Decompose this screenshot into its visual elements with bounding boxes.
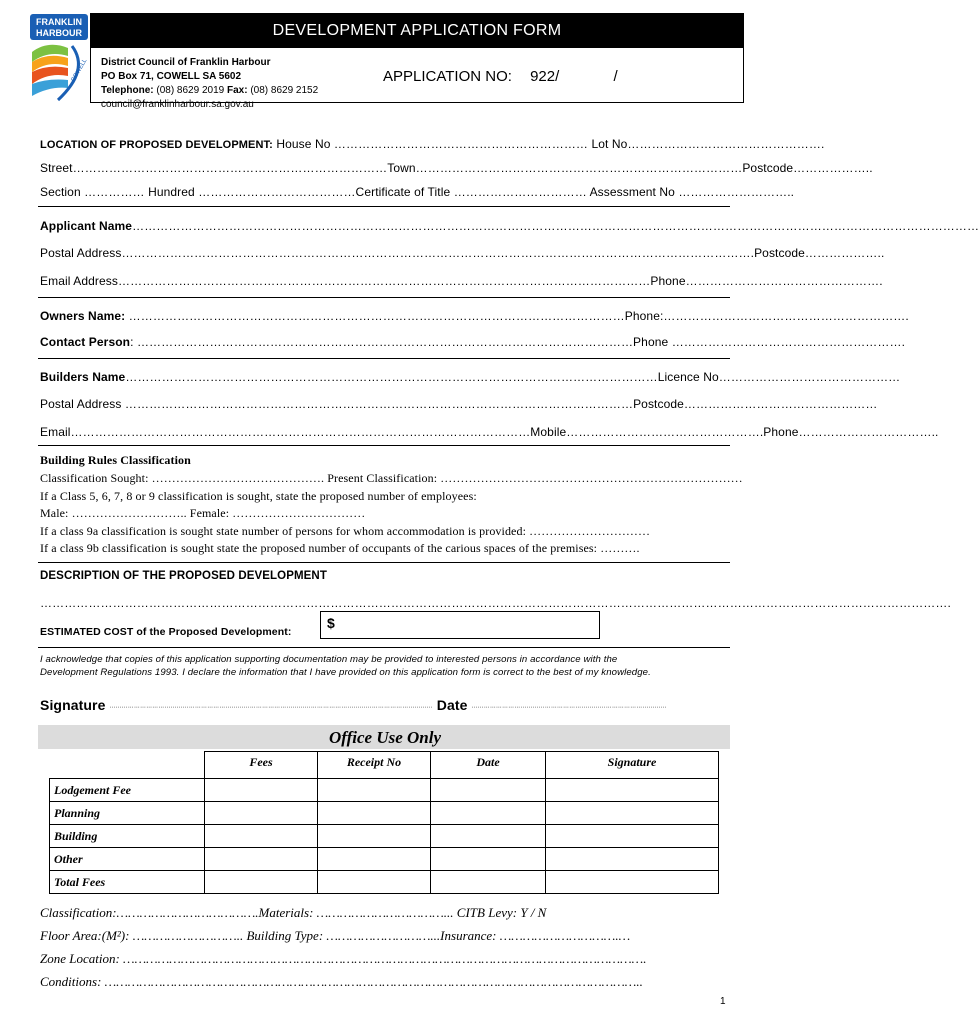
column-signature: Signature <box>546 752 719 779</box>
table-row <box>50 802 719 825</box>
building-rules-heading: Building Rules Classification <box>40 453 191 467</box>
classification-sought-row[interactable]: Classification Sought: ……………………………………. Present Classification: ………………………………………………………………… <box>40 471 743 485</box>
applicant-name-label: Applicant Name <box>40 219 133 233</box>
contact-person-field[interactable]: : ……………………………………………………………………………………………………………Phone …………………………………………………. <box>130 335 906 349</box>
owners-row[interactable] <box>40 309 909 323</box>
fax-number: (08) 8629 2152 <box>250 85 319 96</box>
builders-name-label: Builders Name <box>40 370 126 384</box>
council-address: PO Box 71, COWELL SA 5602 <box>101 71 242 82</box>
application-number-label: APPLICATION NO: <box>383 68 512 85</box>
table-row <box>50 779 719 802</box>
table-cell[interactable] <box>205 802 318 825</box>
class-9b-row[interactable]: If a class 9b classification is sought state the proposed number of occupants of the carious spaces of the premises: ………. <box>40 541 640 555</box>
row-label-building: Building <box>50 825 205 848</box>
table-cell[interactable] <box>205 848 318 871</box>
column-date: Date <box>431 752 546 779</box>
classification-materials-row[interactable]: Classification:……………………………….Materials: ……………………………... CITB Levy: Y / N <box>40 905 547 920</box>
application-number <box>383 68 618 85</box>
table-row <box>50 848 719 871</box>
builders-email-row[interactable]: Email……………………………………………………………………………………………………Mobile………………………………………….Phone…………………………….. <box>40 425 939 439</box>
council-logo <box>28 12 90 104</box>
header-box <box>90 13 744 110</box>
column-receipt-no: Receipt No <box>318 752 431 779</box>
table-row <box>50 825 719 848</box>
office-use-table <box>49 751 719 894</box>
table-corner-cell <box>50 752 205 779</box>
location-row[interactable] <box>40 137 825 151</box>
table-cell[interactable] <box>318 779 431 802</box>
applicant-email-row[interactable]: Email Address……………………………………………………………………………………………………………………Phone…………………………………………. <box>40 274 883 288</box>
declaration-line1: I acknowledge that copies of this application supporting documentation may be provided to interested persons in accordance with the <box>40 654 618 665</box>
signature-label: Signature <box>40 697 106 713</box>
signature-row <box>40 697 730 719</box>
declaration-line2: Development Regulations 1993. I declare the information that I have provided on this application form is correct to the best of my knowledge. <box>40 667 651 678</box>
row-label-total-fees: Total Fees <box>50 871 205 894</box>
divider <box>38 358 730 359</box>
estimated-cost-input[interactable]: $ <box>320 611 600 639</box>
table-cell[interactable] <box>546 779 719 802</box>
table-cell[interactable] <box>546 825 719 848</box>
fax-label: Fax: <box>227 85 248 96</box>
column-fees: Fees <box>205 752 318 779</box>
divider <box>38 206 730 207</box>
class-9a-row[interactable]: If a class 9a classification is sought state number of persons for whom accommodation is provided: ………………………… <box>40 524 651 538</box>
table-row <box>50 871 719 894</box>
council-contact-block <box>101 56 318 112</box>
divider <box>38 445 730 446</box>
page-number: 1 <box>720 996 726 1007</box>
location-house-lot[interactable]: House No ……………………………………………………… Lot No…………………………………………. <box>272 137 825 151</box>
description-field[interactable]: ………………………………………………………………………………………………………………………………………………………………………………………………………. <box>40 596 951 610</box>
table-cell[interactable] <box>318 871 431 894</box>
estimated-cost-label: ESTIMATED COST of the Proposed Development: <box>40 626 292 638</box>
table-cell[interactable] <box>318 825 431 848</box>
table-cell[interactable] <box>431 802 546 825</box>
signature-field[interactable]: …………………………………………………………………………………………………………………………………………… <box>109 703 433 710</box>
location-label: LOCATION OF PROPOSED DEVELOPMENT: <box>40 139 273 151</box>
date-field[interactable]: …………………………………………………………………………………… <box>471 703 667 710</box>
logo-text-line1: FRANKLIN <box>36 17 82 27</box>
table-cell[interactable] <box>546 802 719 825</box>
contact-person-row[interactable] <box>40 335 906 349</box>
form-title: DEVELOPMENT APPLICATION FORM <box>91 14 743 48</box>
section-row[interactable]: Section …………… Hundred …………………………………Certificate of Title …………………………… Assessment No ……………………….. <box>40 185 795 199</box>
builders-name-row[interactable] <box>40 370 901 384</box>
table-cell[interactable] <box>431 848 546 871</box>
council-email: council@franklinharbour.sa.gov.au <box>101 99 254 110</box>
telephone-number: (08) 8629 2019 <box>156 85 225 96</box>
street-row[interactable]: Street……………………………………………………………………Town………………………………………………………………………Postcode……………….. <box>40 161 873 175</box>
class-5-9-employees-row: If a Class 5, 6, 7, 8 or 9 classification is sought, state the proposed number of employees: <box>40 489 477 503</box>
table-cell[interactable] <box>431 779 546 802</box>
table-cell[interactable] <box>205 825 318 848</box>
telephone-label: Telephone: <box>101 85 154 96</box>
logo-arc-text: COWELL <box>70 58 89 83</box>
table-cell[interactable] <box>205 871 318 894</box>
zone-location-row[interactable]: Zone Location: ………………………………………………………………………………………………………………………. <box>40 951 647 966</box>
table-cell[interactable] <box>205 779 318 802</box>
divider <box>38 297 730 298</box>
date-label: Date <box>436 697 468 713</box>
table-cell[interactable] <box>431 871 546 894</box>
council-phone-line <box>101 84 318 98</box>
male-female-row[interactable]: Male: ……………………….. Female: …………………………… <box>40 506 366 520</box>
row-label-planning: Planning <box>50 802 205 825</box>
contact-person-label: Contact Person <box>40 335 131 349</box>
applicant-name-field[interactable]: ………………………………………………………………………………………………………………………………………………………………………………………… <box>132 219 979 233</box>
divider <box>38 562 730 563</box>
builders-name-field[interactable]: ……………………………………………………………………………………………………………………Licence No……………………………………… <box>125 370 901 384</box>
applicant-postal-row[interactable]: Postal Address………………………………………………………………………………………………………………………………………….Postcode……………….. <box>40 246 885 260</box>
row-label-other: Other <box>50 848 205 871</box>
owners-name-field[interactable]: ……………………………………………………………………………………………………………Phone:……………………………………………………. <box>125 309 909 323</box>
application-number-value[interactable]: 922/ <box>530 68 560 85</box>
table-header-row <box>50 752 719 779</box>
table-cell[interactable] <box>546 871 719 894</box>
owners-name-label: Owners Name: <box>40 309 126 323</box>
table-cell[interactable] <box>431 825 546 848</box>
divider <box>38 647 730 648</box>
table-cell[interactable] <box>546 848 719 871</box>
applicant-name-row[interactable] <box>40 219 979 233</box>
conditions-row[interactable]: Conditions: ………………………………………………………………………………………………………………………….. <box>40 974 643 989</box>
table-cell[interactable] <box>318 802 431 825</box>
row-label-lodgement-fee: Lodgement Fee <box>50 779 205 802</box>
table-cell[interactable] <box>318 848 431 871</box>
floor-area-row[interactable]: Floor Area:(M²): ……………………….. Building Type: ………………………...Insurance: ………………………….… <box>40 928 631 943</box>
office-use-title: Office Use Only <box>328 728 442 747</box>
logo-text-line2: HARBOUR <box>36 28 82 38</box>
description-heading: DESCRIPTION OF THE PROPOSED DEVELOPMENT <box>40 570 327 582</box>
council-name: District Council of Franklin Harbour <box>101 57 271 68</box>
builders-postal-row[interactable]: Postal Address ………………………………………………………………………………………………………………Postcode………………………………………… <box>40 397 878 411</box>
application-number-separator: / <box>613 68 618 85</box>
